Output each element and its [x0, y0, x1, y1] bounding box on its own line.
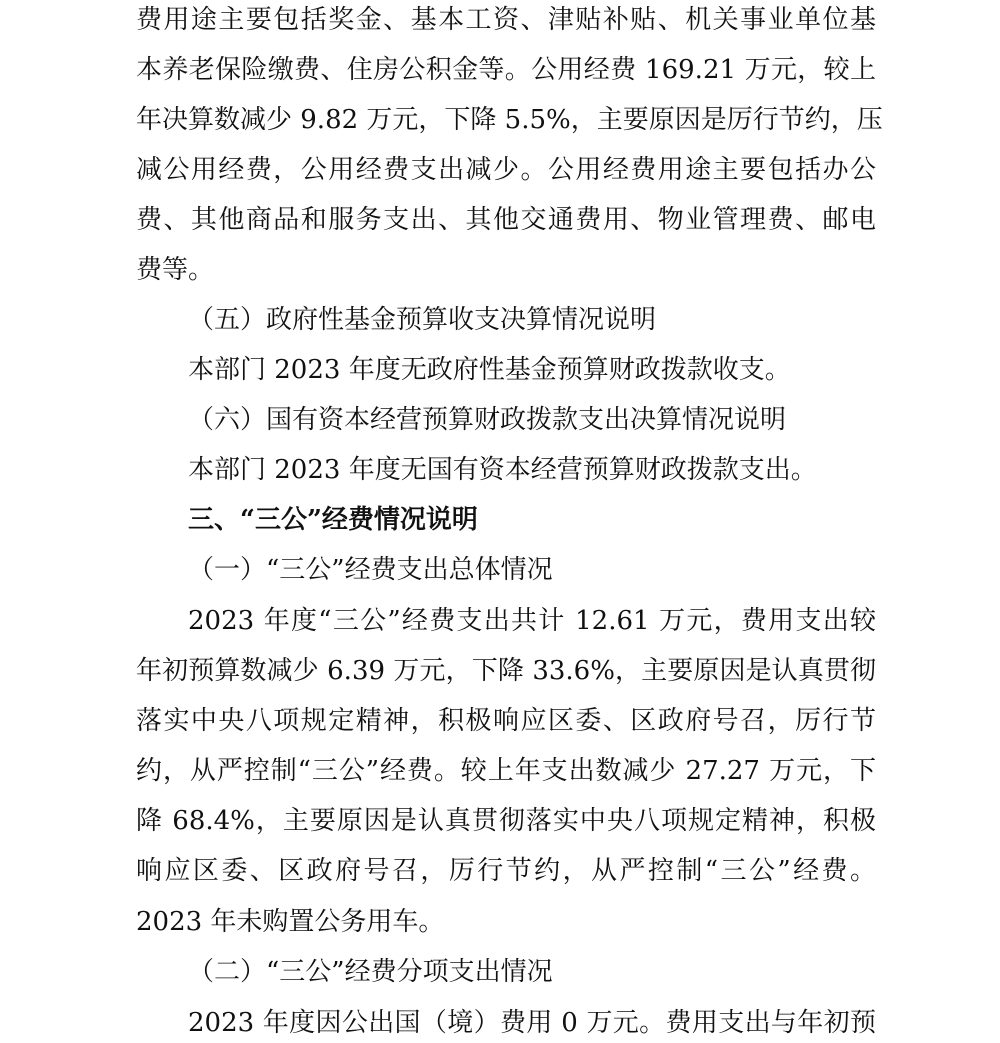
paragraph-line: 费等。 — [136, 255, 215, 285]
paragraph-line: 约，从严控制“三公”经费。较上年支出数减少 27.27 万元，下 — [136, 756, 876, 786]
section-heading-five: （五）政府性基金预算收支决算情况说明 — [188, 305, 657, 335]
paragraph-line: 费、其他商品和服务支出、其他交通费用、物业管理费、邮电 — [136, 205, 876, 235]
section-heading-six: （六）国有资本经营预算财政拨款支出决算情况说明 — [188, 405, 787, 435]
paragraph-line: 2023 年度因公出国（境）费用 0 万元。费用支出与年初预 — [188, 1008, 876, 1038]
paragraph-line: 响应区委、区政府号召，厉行节约，从严控制“三公”经费。 — [136, 856, 876, 886]
paragraph-line: 落实中央八项规定精神，积极响应区委、区政府号召，厉行节 — [136, 706, 876, 736]
paragraph-line: 2023 年度“三公”经费支出共计 12.61 万元，费用支出较 — [188, 606, 876, 636]
paragraph-line: 本部门 2023 年度无国有资本经营预算财政拨款支出。 — [188, 455, 817, 485]
paragraph-line: 年初预算数减少 6.39 万元，下降 33.6%，主要原因是认真贯彻 — [136, 656, 876, 686]
section-heading-three: 三、“三公”经费情况说明 — [188, 505, 478, 535]
paragraph-line: 减公用经费，公用经费支出减少。公用经费用途主要包括办公 — [136, 155, 876, 185]
paragraph-line: 年决算数减少 9.82 万元，下降 5.5%，主要原因是厉行节约，压 — [136, 105, 883, 135]
paragraph-line: 降 68.4%，主要原因是认真贯彻落实中央八项规定精神，积极 — [136, 806, 876, 836]
paragraph-line: 2023 年未购置公务用车。 — [136, 907, 445, 937]
paragraph-line: 本养老保险缴费、住房公积金等。公用经费 169.21 万元，较上 — [136, 55, 876, 85]
subsection-heading-two: （二）“三公”经费分项支出情况 — [188, 957, 553, 987]
paragraph-line: 本部门 2023 年度无政府性基金预算财政拨款收支。 — [188, 355, 791, 385]
paragraph-line: 费用途主要包括奖金、基本工资、津贴补贴、机关事业单位基 — [136, 5, 876, 35]
subsection-heading-one: （一）“三公”经费支出总体情况 — [188, 555, 553, 585]
